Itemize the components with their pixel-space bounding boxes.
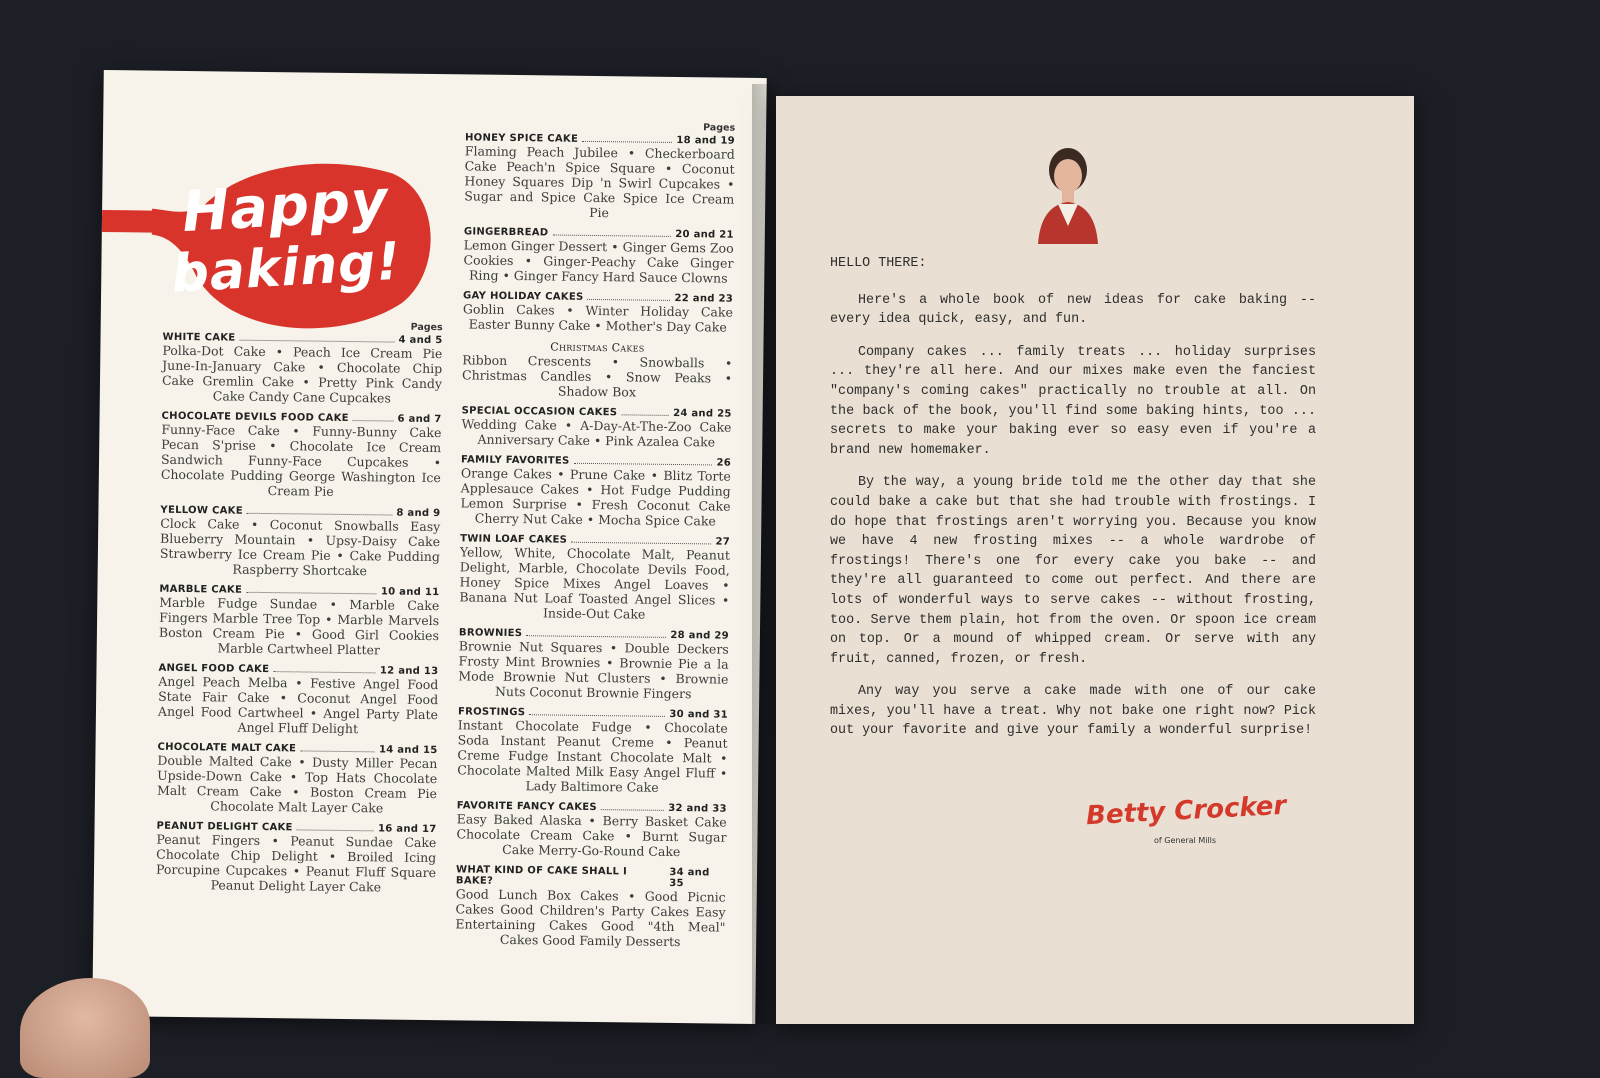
section-title: GINGERBREAD <box>464 226 549 238</box>
betty-crocker-portrait-icon <box>1036 140 1100 244</box>
pages-label: Pages <box>465 119 735 133</box>
section-pages: 12 and 13 <box>380 665 439 677</box>
section-pages: 20 and 21 <box>675 229 734 241</box>
left-page <box>92 70 767 1024</box>
section-title: MARBLE CAKE <box>159 584 242 596</box>
contents-sections-right <box>455 132 735 949</box>
leader-dots <box>300 750 375 752</box>
contents-section <box>156 821 437 895</box>
section-recipes: Wedding Cake • A-Day-At-The-Zoo Cake Anniversary Cake • Pink Azalea Cake <box>461 416 731 449</box>
section-recipes: Instant Chocolate Fudge • Chocolate Soda Instant Peanut Creme • Peanut Creme Fudge Instant Chocolate Malt • Chocolate Malted Milk Easy Angel Fluff • Lady Baltimore Cake <box>457 717 728 795</box>
section-title: GAY HOLIDAY CAKES <box>463 290 584 302</box>
contents-section <box>458 627 729 701</box>
section-title: HONEY SPICE CAKE <box>465 132 578 144</box>
right-page <box>776 96 1414 1024</box>
letter-paragraph: Company cakes ... family treats ... holiday surprises ... they're all here. And our mixes make even the fanciest "company's coming cakes" practically no trouble at all. On the back of the book, you'll find some baking hints, too ... secrets to make your baking ever so easy even if you're a brand new homemaker. <box>830 343 1316 461</box>
contents-column-right <box>455 119 735 957</box>
contents-section <box>464 132 735 221</box>
leader-dots <box>621 414 669 416</box>
letter-paragraph: Here's a whole book of new ideas for cake baking -- every idea quick, easy, and fun. <box>830 291 1316 330</box>
contents-section <box>456 800 727 859</box>
thumb <box>20 978 150 1078</box>
section-recipes: Easy Baked Alaska • Berry Basket Cake Chocolate Cream Cake • Burnt Sugar Cake Merry-Go-Round Cake <box>456 811 727 859</box>
section-recipes: Goblin Cakes • Winter Holiday Cake Easter Bunny Cake • Mother's Day Cake <box>463 301 733 334</box>
section-recipes: Funny-Face Cake • Funny-Bunny Cake Pecan S'prise • Chocolate Ice Cream Sandwich Funny-Face Cupcakes • Chocolate Pudding George Washington Ice Cream Pie <box>161 422 442 500</box>
section-pages: 18 and 19 <box>676 135 735 147</box>
letter-greeting: HELLO THERE: <box>830 254 1316 274</box>
section-pages: 6 and 7 <box>397 414 441 426</box>
section-pages: 34 and 35 <box>669 867 726 890</box>
leader-dots <box>353 420 394 421</box>
section-title: FAMILY FAVORITES <box>461 454 570 466</box>
section-title: TWIN LOAF CAKES <box>460 533 567 545</box>
section-recipes: Orange Cakes • Prune Cake • Blitz Torte Applesauce Cakes • Hot Fudge Pudding Lemon Surprise • Fresh Coconut Cake Cherry Nut Cake • Mocha Spice Cake <box>460 465 731 528</box>
section-pages: 24 and 25 <box>673 408 732 420</box>
section-recipes: Yellow, White, Chocolate Malt, Peanut Delight, Marble, Chocolate Devils Food, Honey Spice Mixes Angel Loaves • Banana Nut Loaf Toasted Angel Slices • Inside-Out Cake <box>459 544 730 622</box>
contents-section <box>461 405 731 449</box>
contents-section <box>462 339 733 400</box>
pages-label: Pages <box>163 319 443 333</box>
leader-dots <box>552 234 671 236</box>
contents-section <box>463 290 733 334</box>
signature-subtitle: of General Mills <box>1154 836 1216 845</box>
contents-sections-left <box>156 332 443 895</box>
leader-dots <box>587 299 670 301</box>
contents-section <box>457 706 728 795</box>
section-recipes: Clock Cake • Coconut Snowballs Easy Blueberry Mountain • Upsy-Daisy Cake Strawberry Ice Cream Pie • Cake Pudding Raspberry Shortcake <box>160 516 441 579</box>
contents-section <box>157 742 438 816</box>
contents-section <box>160 505 441 579</box>
section-pages: 30 and 31 <box>669 709 728 721</box>
section-recipes: Ribbon Crescents • Snowballs • Christmas Candles • Snow Peaks • Shadow Box <box>462 352 733 400</box>
letter-paragraph: By the way, a young bride told me the other day that she could bake a cake but that she had trouble with frostings. I do hope that frostings aren't worrying you. Because you know we have 4 new frosting mixes -- a whole wardrobe of frostings! There's one for every cake you bake -- and they're all guaranteed to come out perfect. And there are lots of wonderful ways to serve cakes -- without frosting, too. Serve them plain, hot from the oven. Or spoon ice cream on top. Or a mound of whipped cream. Or serve with any fruit, canned, frozen, or fresh. <box>830 473 1316 669</box>
leader-dots <box>273 671 376 673</box>
happy-baking-logo <box>101 150 443 344</box>
contents-section <box>158 663 439 737</box>
section-title: YELLOW CAKE <box>160 505 243 517</box>
leader-dots <box>529 714 665 717</box>
section-pages: 22 and 23 <box>674 293 733 305</box>
leader-dots <box>571 542 711 545</box>
section-title: PEANUT DELIGHT CAKE <box>157 821 293 834</box>
contents-section <box>460 454 731 528</box>
section-title: SPECIAL OCCASION CAKES <box>462 405 618 418</box>
leader-dots <box>526 635 666 638</box>
section-recipes: Double Malted Cake • Dusty Miller Pecan Upside-Down Cake • Top Hats Chocolate Malt Cream Cake • Boston Cream Pie Chocolate Malt Layer Cake <box>157 753 438 816</box>
section-title: CHOCOLATE MALT CAKE <box>157 742 296 755</box>
logo-line-baking: baking! <box>170 232 403 305</box>
contents-section <box>159 584 440 658</box>
leader-dots <box>246 592 377 595</box>
leader-dots <box>239 340 394 343</box>
section-recipes: Peanut Fingers • Peanut Sundae Cake Chocolate Chip Delight • Broiled Icing Porcupine Cupcakes • Peanut Fluff Square Peanut Delight Layer Cake <box>156 832 437 895</box>
section-pages: 8 and 9 <box>396 508 440 520</box>
logo-line-happy: Happy <box>180 168 390 245</box>
leader-dots <box>574 463 713 466</box>
section-pages: 32 and 33 <box>668 803 727 815</box>
betty-crocker-signature: Betty Crocker <box>1085 791 1287 831</box>
leader-dots <box>297 829 374 831</box>
section-pages: 14 and 15 <box>379 744 438 756</box>
section-pages: 26 <box>716 458 731 469</box>
section-title: Christmas Cakes <box>550 340 644 354</box>
contents-section <box>463 226 734 285</box>
section-pages: 16 and 17 <box>378 823 437 835</box>
letter-body <box>830 254 1316 754</box>
contents-section <box>455 864 726 949</box>
section-recipes: Polka-Dot Cake • Peach Ice Cream Pie June-In-January Cake • Chocolate Chip Cake Gremlin Cake • Pretty Pink Candy Cake Candy Cane Cupcakes <box>162 343 443 406</box>
section-recipes: Lemon Ginger Dessert • Ginger Gems Zoo Cookies • Ginger-Peachy Cake Ginger Ring • Ginger Fancy Hard Sauce Clowns <box>463 237 734 285</box>
leader-dots <box>247 513 393 516</box>
section-title: FROSTINGS <box>458 706 525 718</box>
section-recipes: Brownie Nut Squares • Double Deckers Frosty Mint Brownies • Brownie Pie a la Mode Brownie Nut Clusters • Brownie Nuts Coconut Brownie Fingers <box>458 638 729 701</box>
section-recipes: Angel Peach Melba • Festive Angel Food State Fair Cake • Coconut Angel Food Angel Food Cartwheel • Angel Party Plate Angel Fluff Delight <box>158 674 439 737</box>
section-pages: 4 and 5 <box>398 335 442 347</box>
section-title: WHITE CAKE <box>162 332 235 344</box>
letter-paragraph: Any way you serve a cake made with one of our cake mixes, you'll have a treat. Why not bake one right now? Pick out your favorite and give your family a wonderful surprise! <box>830 682 1316 741</box>
section-pages: 27 <box>715 536 730 547</box>
section-recipes: Marble Fudge Sundae • Marble Cake Fingers Marble Tree Top • Marble Marvels Boston Cream Pie • Good Girl Cookies Marble Cartwheel Platter <box>159 595 440 658</box>
contents-section <box>162 332 443 406</box>
section-pages: 28 and 29 <box>670 630 729 642</box>
section-title: FAVORITE FANCY CAKES <box>457 800 597 813</box>
leader-dots <box>582 141 672 143</box>
leader-dots <box>601 809 664 811</box>
section-recipes: Flaming Peach Jubilee • Checkerboard Cake Peach'n Spice Square • Coconut Honey Squares Dip 'n Swirl Cupcakes • Sugar and Spice Cake Spice Ice Cream Pie <box>464 143 735 221</box>
section-title: ANGEL FOOD CAKE <box>158 663 269 675</box>
contents-column-left <box>156 319 443 903</box>
section-recipes: Good Lunch Box Cakes • Good Picnic Cakes Good Children's Party Cakes Easy Entertaining Cakes Good "4th Meal" Cakes Good Family Desserts <box>455 886 726 949</box>
section-title: BROWNIES <box>459 627 523 639</box>
contents-section <box>161 411 442 500</box>
section-title: WHAT KIND OF CAKE SHALL I BAKE? <box>456 864 662 889</box>
contents-section <box>459 533 730 622</box>
section-pages: 10 and 11 <box>381 586 440 598</box>
section-title: CHOCOLATE DEVILS FOOD CAKE <box>162 411 349 424</box>
